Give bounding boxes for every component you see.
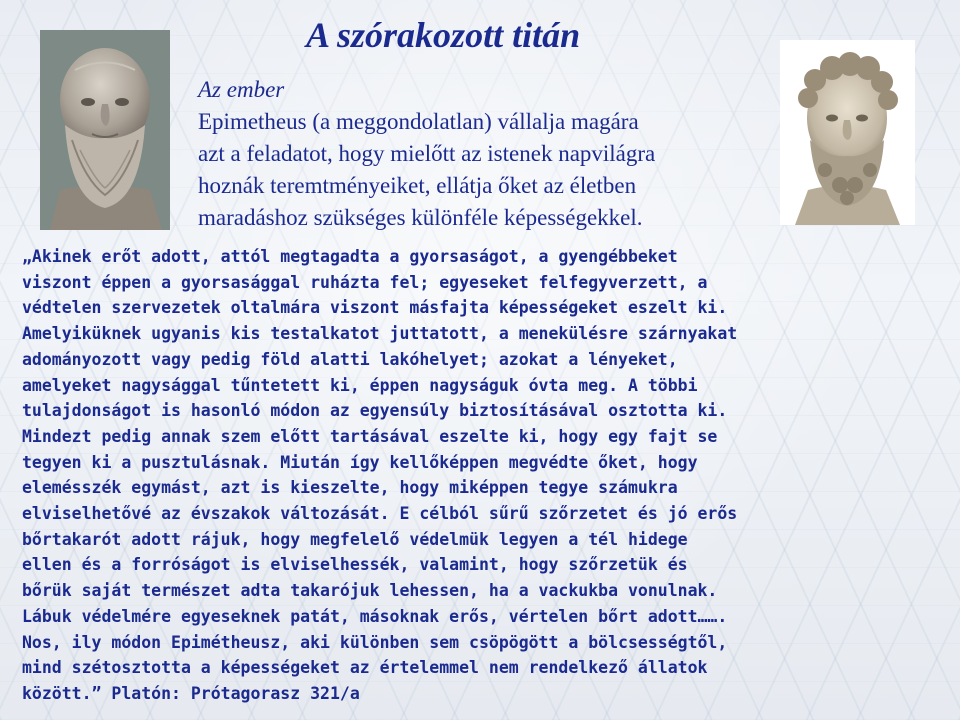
quote-line: adományozott vagy pedig föld alatti lakóhelyet; azokat a lényeket, xyxy=(22,349,678,369)
quote-text xyxy=(22,244,952,707)
quote-line: védtelen szervezetek oltalmára viszont másfajta képességeket eszelt ki. xyxy=(22,298,728,318)
slide-title: A szórakozott titán xyxy=(306,15,581,55)
quote-line: Nos, ily módon Epimétheusz, aki különben sem csöpögött a bölcsességtől, xyxy=(22,632,728,652)
intro-line: Epimetheus (a meggondolatlan) vállalja magára xyxy=(198,109,639,134)
quote-line: Amelyiküknek ugyanis kis testalkatot juttatott, a menekülésre szárnyakat xyxy=(22,324,738,344)
quote-line: ellen és a forróságot is elviselhessék, valamint, hogy szőrzetük és xyxy=(22,555,688,575)
quote-line: Mindezt pedig annak szem előtt tartásával eszelte ki, hogy egy fajt se xyxy=(22,426,718,446)
quote-line: „Akinek erőt adott, attól megtagadta a gyorsaságot, a gyengébbeket xyxy=(22,247,678,266)
bust-portrait-right xyxy=(780,40,915,225)
quote-line: elemésszék egymást, azt is kieszelte, hogy miképpen tegye számukra xyxy=(22,478,678,498)
quote-line: amelyeket nagysággal tűntetett ki, éppen nagyságuk óvta meg. A többi xyxy=(22,375,698,395)
quote-line: elviselhetővé az évszakok változását. E célból sűrű szőrzetet és jó erős xyxy=(22,504,738,524)
quote-line: bőrtakarót adott rájuk, hogy megfelelő védelmük legyen a tél hidege xyxy=(22,529,688,549)
intro-text xyxy=(198,74,778,234)
quote-line: viszont éppen a gyorsasággal ruházta fel; egyeseket felfegyverzett, a xyxy=(22,272,708,292)
intro-line: maradáshoz szükséges különféle képességekkel. xyxy=(198,205,643,230)
quote-line: mind szétosztotta a képességeket az értelemmel nem rendelkező állatok xyxy=(22,658,708,678)
quote-line: tegyen ki a pusztulásnak. Miután így kellőképpen megvédte őket, hogy xyxy=(22,452,698,472)
intro-line: azt a feladatot, hogy mielőtt az istenek napvilágra xyxy=(198,141,656,166)
quote-line: között.” Platón: Prótagorasz 321/a xyxy=(22,683,360,703)
quote-line: bőrük saját természet adta takarójuk lehessen, ha a vackukba vonulnak. xyxy=(22,581,718,601)
intro-heading: Az ember xyxy=(198,77,285,102)
intro-line: hoznák teremtményeiket, ellátja őket az életben xyxy=(198,173,637,198)
quote-line: tulajdonságot is hasonló módon az egyensúly biztosításával osztotta ki. xyxy=(22,401,728,421)
quote-line: Lábuk védelmére egyeseknek patát, másoknak erős, vértelen bőrt adott……. xyxy=(22,606,728,626)
bust-portrait-left xyxy=(40,30,170,230)
